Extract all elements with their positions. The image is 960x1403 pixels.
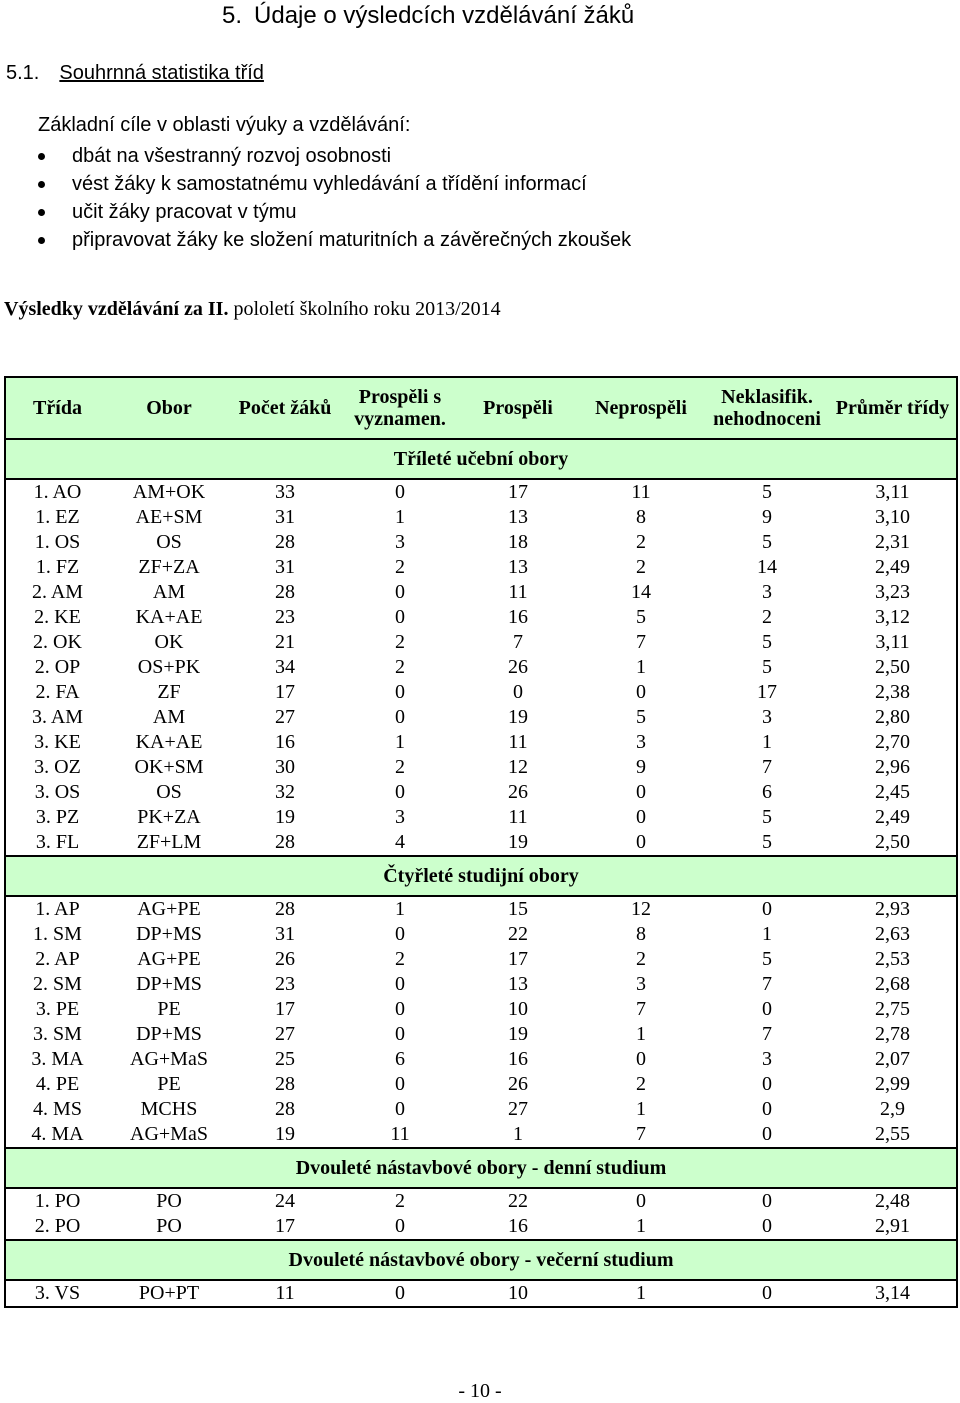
goals-intro: Základní cíle v oblasti výuky a vzdělávání: xyxy=(38,114,411,136)
table-cell: 31 xyxy=(275,923,295,945)
table-cell: 17 xyxy=(275,998,295,1020)
table-cell: 2,68 xyxy=(875,973,910,995)
column-header: Prospěli s vyznamen. xyxy=(341,377,459,439)
table-cell: 28 xyxy=(275,531,295,553)
table-cell: 3 xyxy=(762,581,772,603)
table-cell: 22 xyxy=(508,1190,528,1212)
goal-item xyxy=(38,170,631,198)
table-cell: 1 xyxy=(636,1215,646,1237)
table-cell: 17 xyxy=(757,681,777,703)
table-cell: 12 xyxy=(631,898,651,920)
table-cell: 33 xyxy=(275,481,295,503)
table-cell: 0 xyxy=(395,681,405,703)
goal-item xyxy=(38,226,631,254)
table-cell: 2,93 xyxy=(875,898,910,920)
table-cell: 3. PE xyxy=(35,998,80,1020)
table-cell: 17 xyxy=(508,481,528,503)
goal-text: připravovat žáky ke složení maturitních a závěrečných zkoušek xyxy=(72,229,632,251)
table-cell: 1 xyxy=(513,1123,523,1145)
table-cell: 2. PO xyxy=(34,1215,81,1237)
table-cell: 27 xyxy=(275,706,295,728)
table-cell: 3 xyxy=(395,806,405,828)
table-cell: 6 xyxy=(762,781,772,803)
page-number: - 10 - xyxy=(458,1380,502,1402)
table-cell: 3 xyxy=(636,973,646,995)
table-cell: 0 xyxy=(762,898,772,920)
table-cell: PO xyxy=(156,1190,182,1212)
table-cell: 11 xyxy=(508,581,528,603)
table-row xyxy=(5,896,957,922)
table-cell: 5 xyxy=(762,531,772,553)
table-cell: AG+PE xyxy=(137,898,201,920)
subsection-heading xyxy=(6,62,264,85)
subsection-title: Souhrnná statistika tříd xyxy=(59,62,264,84)
table-cell: 2,99 xyxy=(875,1073,910,1095)
bullet-icon xyxy=(38,181,45,188)
table-cell: 1. AO xyxy=(33,481,82,503)
table-cell: 2,50 xyxy=(875,656,910,678)
table-cell: 11 xyxy=(508,806,528,828)
table-cell: 0 xyxy=(395,781,405,803)
table-cell: 8 xyxy=(636,506,646,528)
table-cell: 2,70 xyxy=(875,731,910,753)
table-row xyxy=(5,530,957,555)
table-row xyxy=(5,1097,957,1122)
table-cell: 7 xyxy=(762,973,772,995)
table-cell: 26 xyxy=(275,948,295,970)
table-cell: AG+PE xyxy=(137,948,201,970)
group-row xyxy=(5,856,957,896)
table-row xyxy=(5,1022,957,1047)
table-cell: OS+PK xyxy=(137,656,201,678)
table-cell: 2. OK xyxy=(33,631,82,653)
table-cell: MCHS xyxy=(140,1098,198,1120)
table-cell: 3. MA xyxy=(31,1048,84,1070)
table-cell: 34 xyxy=(275,656,295,678)
table-cell: 0 xyxy=(705,1280,829,1307)
table-cell: 2,80 xyxy=(875,706,910,728)
table-cell: 13 xyxy=(508,973,528,995)
table-cell: 28 xyxy=(275,1073,295,1095)
table-cell: 9 xyxy=(636,756,646,778)
table-cell: 2,63 xyxy=(875,923,910,945)
table-cell: 3,23 xyxy=(875,581,910,603)
table-cell: 0 xyxy=(762,998,772,1020)
bullet-icon xyxy=(38,237,45,244)
table-cell: 3,10 xyxy=(875,506,910,528)
table-cell: 1. FZ xyxy=(35,556,80,578)
table-cell: AM+OK xyxy=(132,481,206,503)
group-title: Čtyřleté studijní obory xyxy=(5,856,957,896)
table-cell: AG+MaS xyxy=(130,1048,208,1070)
table-cell: 11 xyxy=(390,1123,410,1145)
table-cell: 13 xyxy=(508,506,528,528)
table-row xyxy=(5,1214,957,1240)
table-cell: 0 xyxy=(395,606,405,628)
table-cell: 5 xyxy=(762,831,772,853)
table-row xyxy=(5,922,957,947)
table-cell: 7 xyxy=(762,756,772,778)
table-cell: 2,78 xyxy=(875,1023,910,1045)
table-row xyxy=(5,655,957,680)
table-cell: 10 xyxy=(459,1280,577,1307)
table-cell: 28 xyxy=(275,831,295,853)
column-header: Prospěli xyxy=(459,377,577,439)
section-number: 5. xyxy=(222,2,243,29)
table-cell: 28 xyxy=(275,1098,295,1120)
table-cell: 1 xyxy=(762,731,772,753)
group-row xyxy=(5,1240,957,1280)
table-cell: 18 xyxy=(508,531,528,553)
table-cell: 2,38 xyxy=(875,681,910,703)
table-cell: 3. VS xyxy=(5,1280,109,1307)
table-cell: PO xyxy=(156,1215,182,1237)
table-cell: 3,12 xyxy=(875,606,910,628)
table-cell: 28 xyxy=(275,898,295,920)
table-cell: 2 xyxy=(395,556,405,578)
table-row xyxy=(5,805,957,830)
table-cell: 1 xyxy=(577,1280,705,1307)
table-cell: 30 xyxy=(275,756,295,778)
table-cell: 0 xyxy=(762,1215,772,1237)
table-row xyxy=(5,997,957,1022)
table-cell: 19 xyxy=(508,831,528,853)
table-cell: 21 xyxy=(275,631,295,653)
table-row xyxy=(5,505,957,530)
table-body xyxy=(5,439,957,1307)
table-cell: 0 xyxy=(395,1023,405,1045)
table-cell: 23 xyxy=(275,973,295,995)
table-cell: 19 xyxy=(508,706,528,728)
table-cell: 8 xyxy=(636,923,646,945)
results-table xyxy=(4,376,958,1308)
table-cell: 2. OP xyxy=(34,656,81,678)
table-cell: 7 xyxy=(762,1023,772,1045)
table-cell: 1 xyxy=(395,898,405,920)
table-cell: 0 xyxy=(513,681,523,703)
table-cell: 7 xyxy=(636,1123,646,1145)
subsection-number: 5.1. xyxy=(6,62,40,84)
table-cell: 17 xyxy=(275,681,295,703)
table-cell: 0 xyxy=(762,1098,772,1120)
table-cell: 3. OZ xyxy=(34,756,81,778)
table-cell: 32 xyxy=(275,781,295,803)
table-cell: 0 xyxy=(341,1280,459,1307)
goal-item xyxy=(38,198,631,226)
goals-list xyxy=(38,142,631,254)
table-row xyxy=(5,1047,957,1072)
table-cell: 10 xyxy=(508,998,528,1020)
table-cell: PE xyxy=(157,998,181,1020)
table-cell: 1. PO xyxy=(34,1190,81,1212)
table-row xyxy=(5,755,957,780)
table-cell: 5 xyxy=(762,948,772,970)
table-cell: 3. AM xyxy=(31,706,84,728)
table-cell: 0 xyxy=(395,1098,405,1120)
column-header: Třída xyxy=(5,377,109,439)
table-cell: DP+MS xyxy=(136,973,202,995)
table-cell: 2,96 xyxy=(875,756,910,778)
table-cell: 15 xyxy=(508,898,528,920)
table-cell: 1 xyxy=(636,1023,646,1045)
table-cell: 17 xyxy=(508,948,528,970)
table-cell: AG+MaS xyxy=(130,1123,208,1145)
goal-text: učit žáky pracovat v týmu xyxy=(72,201,297,223)
section-heading xyxy=(222,2,634,30)
table-cell: 14 xyxy=(757,556,777,578)
table-cell: 0 xyxy=(395,481,405,503)
table-cell: 19 xyxy=(275,1123,295,1145)
table-cell: 2 xyxy=(636,556,646,578)
table-cell: 5 xyxy=(762,806,772,828)
table-cell: 0 xyxy=(395,973,405,995)
table-cell: 1 xyxy=(636,1098,646,1120)
table-header xyxy=(5,377,957,439)
table-row xyxy=(5,1188,957,1214)
table-cell: 0 xyxy=(762,1190,772,1212)
table-row xyxy=(5,605,957,630)
table-row xyxy=(5,630,957,655)
table-cell: 1. OS xyxy=(34,531,81,553)
table-cell: 2 xyxy=(762,606,772,628)
table-cell: 2,53 xyxy=(875,948,910,970)
bullet-icon xyxy=(38,153,45,160)
table-cell: 12 xyxy=(508,756,528,778)
table-cell: 6 xyxy=(395,1048,405,1070)
table-cell: AM xyxy=(152,706,186,728)
table-cell: 2,75 xyxy=(875,998,910,1020)
table-cell: 2,45 xyxy=(875,781,910,803)
table-cell: 5 xyxy=(636,706,646,728)
table-cell: 26 xyxy=(508,656,528,678)
table-cell: 31 xyxy=(275,506,295,528)
table-cell: 0 xyxy=(395,1073,405,1095)
table-row xyxy=(5,947,957,972)
table-cell: 16 xyxy=(508,606,528,628)
table-row xyxy=(5,730,957,755)
table-cell: 11 xyxy=(631,481,651,503)
table-cell: 9 xyxy=(762,506,772,528)
table-cell: 14 xyxy=(631,581,651,603)
table-cell: 3,11 xyxy=(875,631,910,653)
table-cell: 27 xyxy=(508,1098,528,1120)
table-cell: 23 xyxy=(275,606,295,628)
table-row xyxy=(5,1122,957,1148)
group-title: Tříleté učební obory xyxy=(5,439,957,479)
table-cell: 2. AP xyxy=(35,948,80,970)
table-cell: 2,55 xyxy=(875,1123,910,1145)
table-cell: 3 xyxy=(636,731,646,753)
table-cell: 2 xyxy=(395,948,405,970)
table-cell: 0 xyxy=(395,1215,405,1237)
table-cell: 13 xyxy=(508,556,528,578)
table-cell: AM xyxy=(152,581,186,603)
goal-text: vést žáky k samostatnému vyhledávání a třídění informací xyxy=(72,173,587,195)
table-cell: ZF xyxy=(157,681,181,703)
table-cell: 24 xyxy=(275,1190,295,1212)
table-cell: 3,11 xyxy=(875,481,910,503)
table-cell: 3. FL xyxy=(35,831,80,853)
goal-text: dbát na všestranný rozvoj osobnosti xyxy=(72,145,392,167)
bullet-icon xyxy=(38,209,45,216)
table-cell: 22 xyxy=(508,923,528,945)
table-cell: 19 xyxy=(275,806,295,828)
table-cell: PO+PT xyxy=(109,1280,229,1307)
table-cell: 2. KE xyxy=(34,606,81,628)
table-cell: 25 xyxy=(275,1048,295,1070)
table-cell: KA+AE xyxy=(135,606,203,628)
table-cell: 16 xyxy=(508,1215,528,1237)
results-heading xyxy=(4,298,501,321)
table-cell: 0 xyxy=(395,706,405,728)
table-cell: KA+AE xyxy=(135,731,203,753)
table-cell: 2 xyxy=(395,656,405,678)
table-cell: 2 xyxy=(636,531,646,553)
table-cell: PK+ZA xyxy=(137,806,201,828)
table-cell: 0 xyxy=(636,781,646,803)
table-cell: DP+MS xyxy=(136,923,202,945)
table-cell: DP+MS xyxy=(136,1023,202,1045)
table-cell: 0 xyxy=(762,1073,772,1095)
table-cell: 5 xyxy=(636,606,646,628)
table-cell: 16 xyxy=(508,1048,528,1070)
table-cell: 7 xyxy=(636,631,646,653)
table-cell: 2 xyxy=(395,1190,405,1212)
table-cell: 2,49 xyxy=(875,806,910,828)
table-cell: 0 xyxy=(395,923,405,945)
table-cell: 0 xyxy=(636,681,646,703)
table-cell: OK xyxy=(154,631,184,653)
table-cell: 11 xyxy=(508,731,528,753)
table-row xyxy=(5,972,957,997)
table-row xyxy=(5,580,957,605)
table-row xyxy=(5,479,957,505)
results-heading-bold: Výsledky vzdělávání za II. xyxy=(4,298,229,320)
table-cell: 4. MA xyxy=(31,1123,84,1145)
column-header: Obor xyxy=(109,377,229,439)
table-cell: 1. SM xyxy=(33,923,82,945)
table-cell: 26 xyxy=(508,781,528,803)
goal-item xyxy=(38,142,631,170)
table-cell: AE+SM xyxy=(135,506,203,528)
table-cell: 1 xyxy=(636,656,646,678)
table-cell: 5 xyxy=(762,631,772,653)
table-cell: 28 xyxy=(275,581,295,603)
table-cell: 2 xyxy=(395,631,405,653)
table-row xyxy=(5,780,957,805)
table-cell: 4 xyxy=(395,831,405,853)
table-row xyxy=(5,705,957,730)
table-cell: 2,48 xyxy=(875,1190,910,1212)
table-cell: 1 xyxy=(395,506,405,528)
table-cell: 2 xyxy=(395,756,405,778)
table-cell: 3,14 xyxy=(829,1280,957,1307)
table-cell: 16 xyxy=(275,731,295,753)
table-cell: 0 xyxy=(762,1123,772,1145)
table-cell: 2,50 xyxy=(875,831,910,853)
table-cell: 2,9 xyxy=(880,1098,905,1120)
table-cell: 27 xyxy=(275,1023,295,1045)
table-cell: OK+SM xyxy=(134,756,204,778)
table-row xyxy=(5,1072,957,1097)
group-title: Dvouleté nástavbové obory - denní studium xyxy=(5,1148,957,1188)
table-cell: 3 xyxy=(395,531,405,553)
table-cell: 2. FA xyxy=(35,681,80,703)
section-title: Údaje o výsledcích vzdělávání žáků xyxy=(254,2,635,29)
table-cell: 4. MS xyxy=(33,1098,82,1120)
table-cell: 3 xyxy=(762,1048,772,1070)
table-cell: 0 xyxy=(395,998,405,1020)
table-cell: ZF+LM xyxy=(136,831,202,853)
table-cell: 19 xyxy=(508,1023,528,1045)
table-cell: 3. PZ xyxy=(35,806,80,828)
table-cell: 0 xyxy=(395,581,405,603)
table-cell: 17 xyxy=(275,1215,295,1237)
table-cell: 2. AM xyxy=(31,581,84,603)
column-header: Počet žáků xyxy=(229,377,341,439)
table-cell: 2. SM xyxy=(33,973,82,995)
table-row xyxy=(5,1280,957,1307)
table-cell: 3. SM xyxy=(33,1023,82,1045)
table-cell: 0 xyxy=(636,1048,646,1070)
group-title: Dvouleté nástavbové obory - večerní studium xyxy=(5,1240,957,1280)
table-cell: 1 xyxy=(395,731,405,753)
table-cell: 1. AP xyxy=(35,898,80,920)
table-cell: 7 xyxy=(513,631,523,653)
table-cell: 1 xyxy=(762,923,772,945)
table-cell: 2 xyxy=(636,948,646,970)
table-cell: PE xyxy=(157,1073,181,1095)
table-cell: 26 xyxy=(508,1073,528,1095)
column-header: Neprospěli xyxy=(577,377,705,439)
table-cell: 11 xyxy=(229,1280,341,1307)
table-cell: 2 xyxy=(636,1073,646,1095)
group-row xyxy=(5,1148,957,1188)
table-row xyxy=(5,555,957,580)
table-cell: 1. EZ xyxy=(35,506,80,528)
table-cell: 5 xyxy=(762,656,772,678)
column-header: Průměr třídy xyxy=(829,377,957,439)
table-cell: OS xyxy=(156,531,182,553)
table-cell: 2,07 xyxy=(875,1048,910,1070)
table-cell: 3. OS xyxy=(34,781,81,803)
results-heading-rest: pololetí školního roku 2013/2014 xyxy=(228,298,501,320)
table-cell: 2,49 xyxy=(875,556,910,578)
table-cell: 3. KE xyxy=(34,731,81,753)
table-cell: 3 xyxy=(762,706,772,728)
table-cell: 4. PE xyxy=(35,1073,80,1095)
table-cell: 5 xyxy=(762,481,772,503)
column-header: Neklasifik. nehodnoceni xyxy=(705,377,829,439)
table-cell: 31 xyxy=(275,556,295,578)
table-cell: 2,31 xyxy=(875,531,910,553)
table-cell: 0 xyxy=(636,806,646,828)
group-row xyxy=(5,439,957,479)
table-cell: 7 xyxy=(636,998,646,1020)
table-cell: 0 xyxy=(636,831,646,853)
table-cell: OS xyxy=(156,781,182,803)
table-cell: 2,91 xyxy=(875,1215,910,1237)
table-cell: ZF+ZA xyxy=(138,556,200,578)
table-row xyxy=(5,680,957,705)
table-cell: 0 xyxy=(636,1190,646,1212)
table-row xyxy=(5,830,957,856)
